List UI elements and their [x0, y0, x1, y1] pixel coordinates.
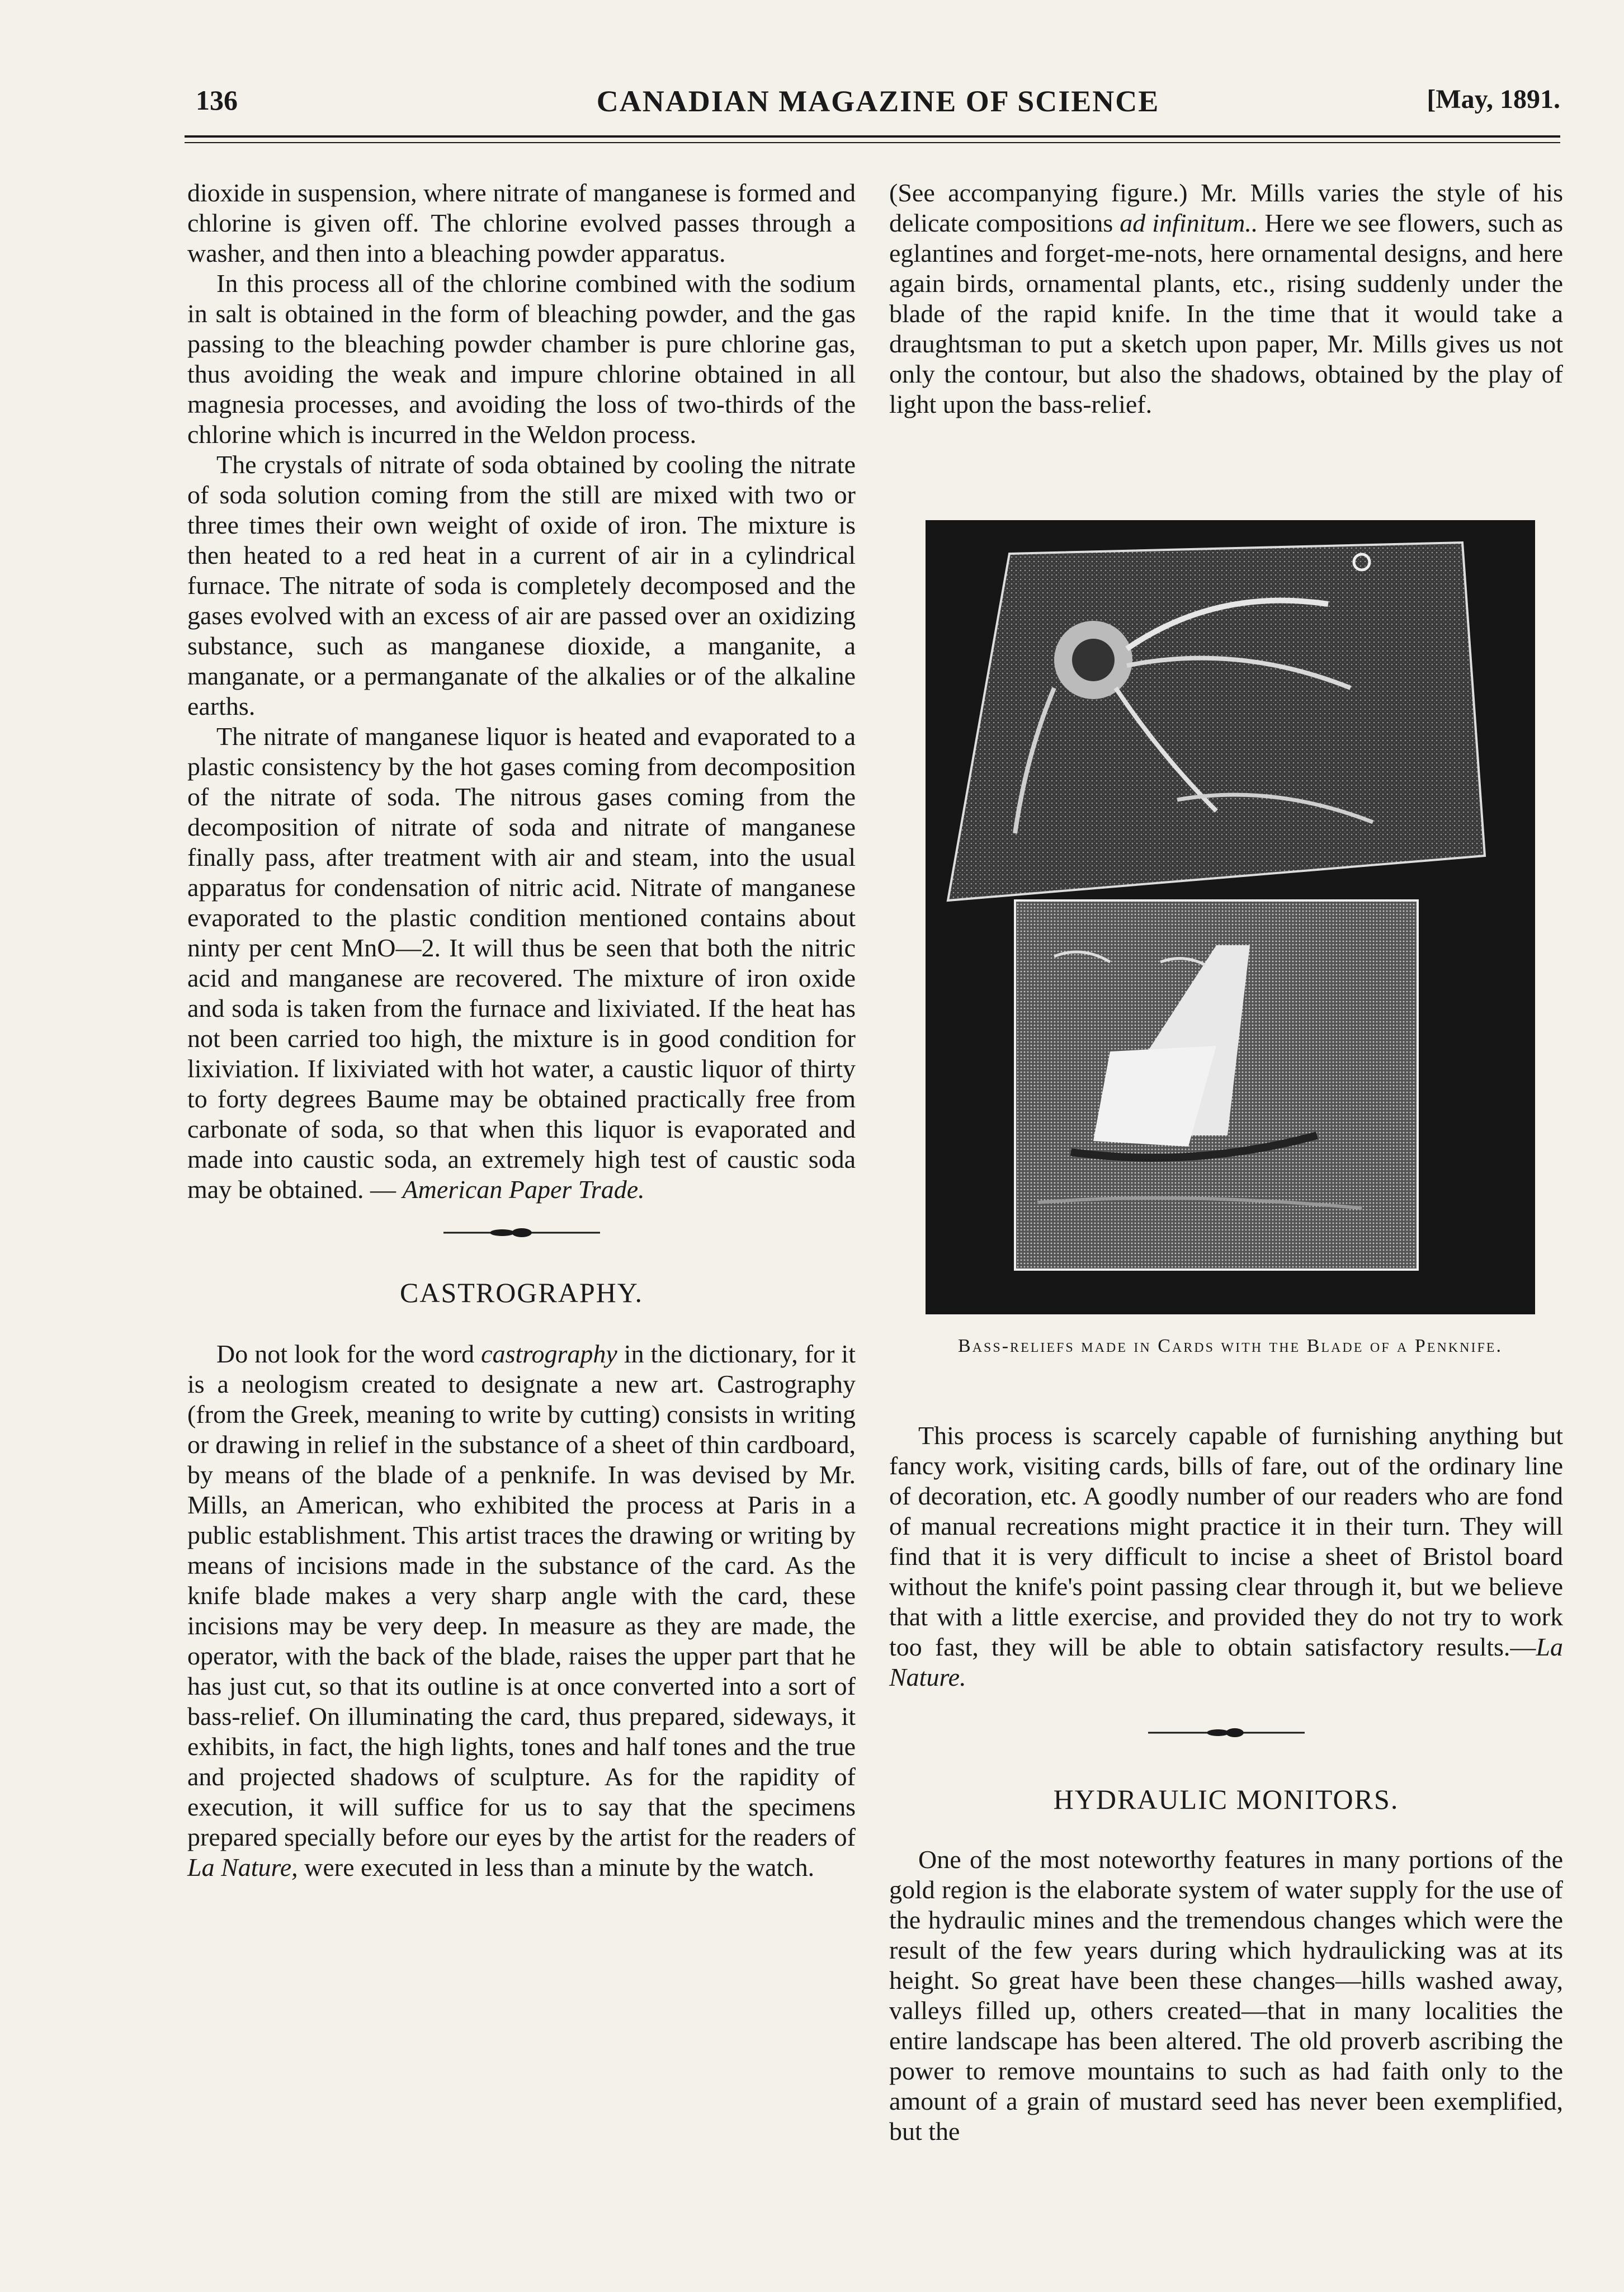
paragraph-text: Do not look for the word — [216, 1340, 481, 1368]
paragraph-text: were executed in less than a minute by the watch. — [298, 1853, 815, 1881]
castrography-heading: CASTROGRAPHY. — [400, 1277, 643, 1308]
header-rule-bottom — [185, 142, 1560, 143]
latin-phrase: ad infinitum.. — [1120, 209, 1258, 237]
issue-date: [May, 1891. — [1427, 84, 1560, 114]
term-castrography: castrography — [481, 1340, 617, 1368]
source-citation: American Paper Trade. — [402, 1175, 645, 1204]
paragraph — [889, 1421, 1563, 1692]
paragraph-text: in the dictionary, for it is a neologism created to designate a new art. Castrography (from the Greek, meaning to write by cutting) consists in writing or drawing in relief in the substance of a sheet of thin cardboard, by means of the blade of a penknife. In was devised by Mr. Mills, an American, who exhibited the process at Paris in a public establishment. This artist traces the drawing or writing by means of incisions made in the substance of the card. As the knife blade makes a very sharp angle with the card, these incisions may be very deep. In measure as they are made, the operator, with the back of the blade, raises the upper part that he has just cut, so that its outline is at once converted into a sort of bass-relief. On illuminating the card, thus prepared, sideways, it exhibits, in fact, the high lights, tones and half tones and the true and projected shadows of sculpture. As for the rapidity of execution, it will suffice for us to say that the specimens prepared specially before our eyes by the artist for the readers of — [187, 1340, 856, 1851]
paragraph: dioxide in suspension, where nitrate of manganese is formed and chlorine is given off. The chlorine evolved passes through a washer, and then into a bleaching powder apparatus. — [187, 178, 856, 267]
header-rule-top — [185, 135, 1560, 138]
right-column-top — [889, 178, 1563, 419]
paragraph-text: Here we see flowers, such as eglantines and forget-me-nots, here ornamental designs, and here again birds, ornamental plants, etc., rising suddenly under the blade of the rapid knife. In the time that it would take a draughtsman to put a sketch upon paper, Mr. Mills gives us not only the contour, but also the shadows, obtained by the play of light upon the bass-relief. — [889, 209, 1563, 418]
paragraph — [187, 721, 856, 1205]
magazine-title: CANADIAN MAGAZINE OF SCIENCE — [596, 84, 1160, 118]
paragraph — [889, 178, 1563, 419]
paragraph — [187, 1339, 856, 1883]
source-citation: La Nature, — [187, 1853, 298, 1881]
hydraulic-monitors-heading: HYDRAULIC MONITORS. — [1053, 1784, 1399, 1815]
paragraph-text: The nitrate of manganese liquor is heated and evaporated to a plastic consistency by the hot gases coming from decomposition of the nitrate of soda. The nitrous gases coming from the decomposition of nitrate of soda and nitrate of manganese finally pass, after treatment with air and steam, into the usual apparatus for condensation of nitric acid. Nitrate of manganese evaporated to the plastic condition mentioned contains about ninty per cent MnO—2. It will thus be seen that both the nitric acid and manganese are recovered. The mixture of iron oxide and soda is taken from the furnace and lixiviated. If the heat has not been carried too high, the mixture is in good condition for lixiviation. If lixiviated with hot water, a caustic liquor of thirty to forty degrees Baume may be obtained practically free from carbonate of soda, so that when this liquor is evaporated and made into caustic soda, an extremely high test of caustic soda may be obtained. — — [187, 722, 856, 1204]
section-divider-ornament — [438, 1222, 606, 1244]
paragraph: The crystals of nitrate of soda obtained by cooling the nitrate of soda solution coming from the still are mixed with two or three times their own weight of oxide of iron. The mixture is then heated to a red heat in a current of air in a cylindrical furnace. The nitrate of soda is completely decomposed and the gases evolved with an excess of air are passed over an oxidizing substance, such as manganese dioxide, a manganite, a manganate, or a permanganate of the alkalies or of the alkaline earths. — [187, 450, 856, 720]
paragraph-text: (See accompanying figure.) Mr. Mills varies the style of his delicate compositions — [889, 178, 1563, 237]
page-number: 136 — [196, 84, 238, 116]
paragraph: In this process all of the chlorine combined with the sodium in salt is obtained in the form of bleaching powder, and the gas passing to the bleaching powder chamber is pure chlorine gas, thus avoiding the weak and impure chlorine obtained in all magnesia processes, and avoiding the loss of two-thirds of the chlorine which is incurred in the Weldon process. — [187, 269, 856, 449]
bass-relief-figure — [926, 520, 1535, 1314]
upper-card-flowers — [948, 543, 1485, 900]
page-header — [196, 84, 1560, 123]
paragraph-text: This process is scarcely capable of furnishing anything but fancy work, visiting cards, bills of fare, out of the ordinary line of decoration, etc. A goodly number of our readers who are fond of manual recreations might practice it in their turn. They will find that it is very difficult to incise a sheet of Bristol board without the knife's point passing clear through it, but we believe that with a little exercise, and provided they do not try to work too fast, they will be able to obtain satisfactory results.— — [889, 1421, 1563, 1661]
source-citation: La Nature. — [889, 1633, 1563, 1691]
left-column — [187, 178, 856, 1883]
paragraph: One of the most noteworthy features in many portions of the gold region is the elaborate system of water supply for the use of the hydraulic mines and the tremendous changes which were the result of the few years during which hydraulicking was at its height. So great have been these changes—hills washed away, valleys filled up, others created—that in many localities the entire landscape has been altered. The old proverb ascribing the power to remove mountains to such as had faith only to the amount of a grain of mustard seed has never been exemplified, but the — [889, 1845, 1563, 2145]
lower-card-ship — [1015, 900, 1418, 1270]
figure-caption: Bass-reliefs made in Cards with the Blade of a Penknife. — [958, 1336, 1503, 1356]
section-divider-ornament — [1143, 1722, 1310, 1744]
right-column-bottom — [889, 1421, 1563, 2147]
